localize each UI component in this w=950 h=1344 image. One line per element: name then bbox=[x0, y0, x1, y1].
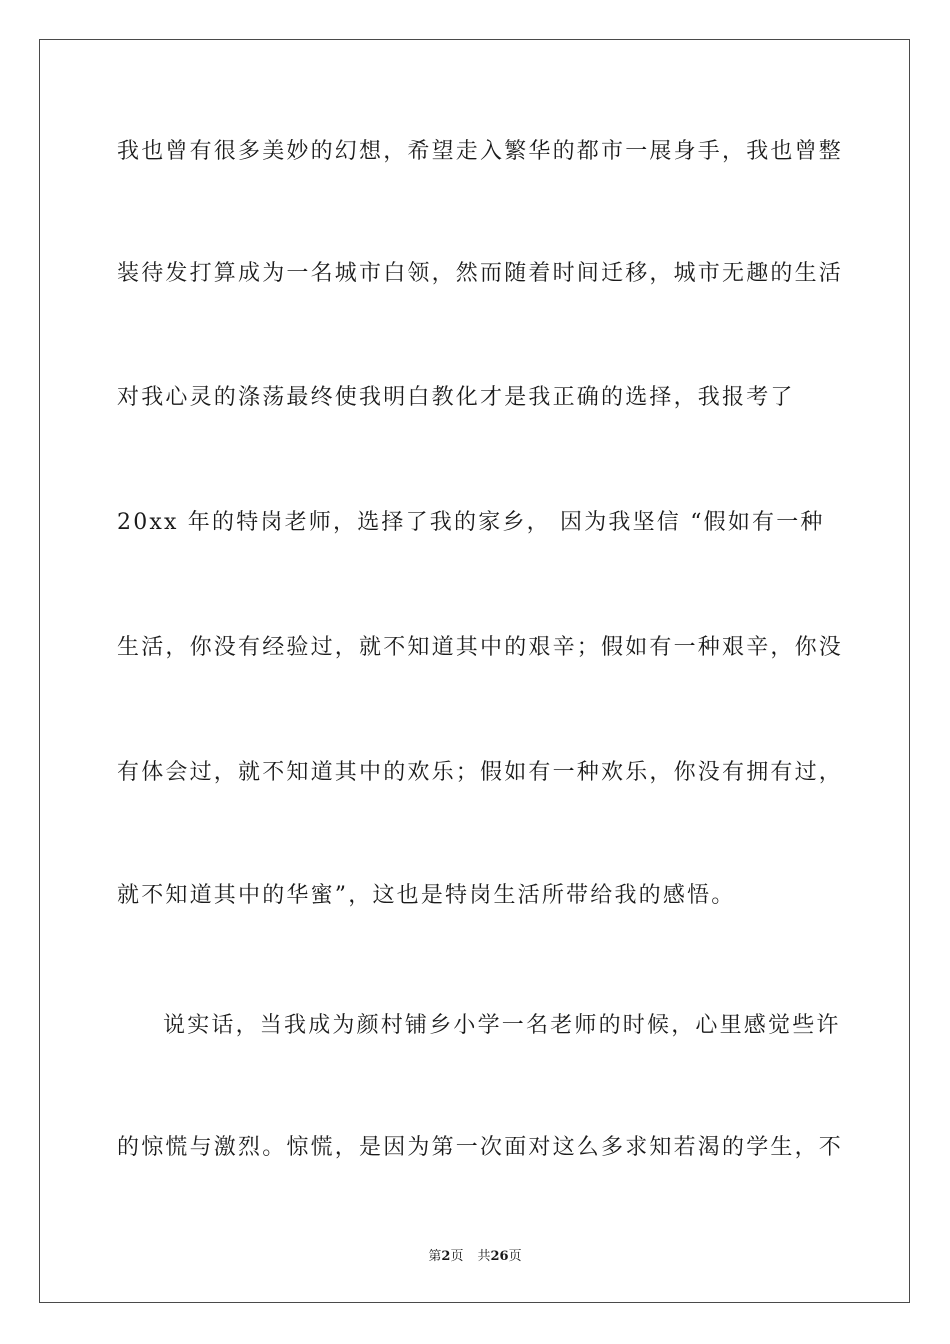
text-line: 我也曾有很多美妙的幻想，希望走入繁华的都市一展身手，我也曾整 bbox=[117, 139, 844, 164]
text-line: 装待发打算成为一名城市白领，然而随着时间迁移，城市无趣的生活 bbox=[117, 261, 844, 286]
text-line: 20xx 年的特岗老师，选择了我的家乡， 因为我坚信 “假如有一种 bbox=[117, 510, 825, 535]
total-page-count: 26 bbox=[490, 1249, 509, 1264]
paragraph-first-line: 说实话，当我成为颜村铺乡小学一名老师的时候，心里感觉些许 bbox=[163, 1013, 841, 1038]
page-prefix: 第 bbox=[428, 1249, 442, 1264]
page-border bbox=[39, 39, 910, 1303]
text-line: 的惊慌与激烈。惊慌，是因为第一次面对这么多求知若渴的学生，不 bbox=[117, 1135, 844, 1160]
page-footer bbox=[0, 1248, 950, 1266]
text-line: 有体会过，就不知道其中的欢乐；假如有一种欢乐，你没有拥有过， bbox=[117, 760, 844, 785]
text-line: 对我心灵的涤荡最终使我明白教化才是我正确的选择，我报考了 bbox=[117, 385, 795, 410]
text-line: 就不知道其中的华蜜”，这也是特岗生活所带给我的感悟。 bbox=[117, 883, 736, 908]
page-unit: 页 bbox=[450, 1249, 464, 1264]
total-prefix: 共 bbox=[477, 1249, 491, 1264]
current-page-number: 2 bbox=[441, 1249, 451, 1264]
total-unit: 页 bbox=[508, 1249, 522, 1264]
text-line: 生活，你没有经验过，就不知道其中的艰辛；假如有一种艰辛，你没 bbox=[117, 635, 844, 660]
